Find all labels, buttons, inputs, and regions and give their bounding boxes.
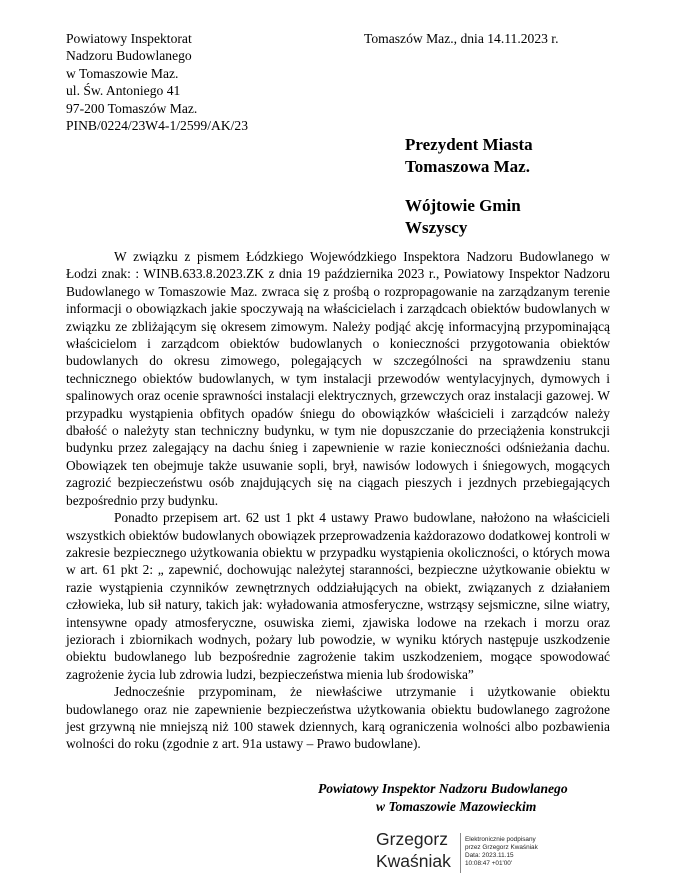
recipient-line: Prezydent Miasta	[405, 135, 533, 154]
signature-info-line: Elektronicznie podpisany	[465, 836, 536, 843]
sender-line: ul. Św. Antoniego 41	[66, 83, 181, 99]
body-paragraph: W związku z pismem Łódzkiego Wojewódzkiego Inspektora Nadzoru Budowlanego w Łodzi znak: : WINB.633.8.2023.ZK z dnia 19 października 2023 r., Powiatowy Inspektor Nadzoru Budowlanego w Tomaszowie Maz. zwraca się z prośbą o rozpropagowanie na zarządzanym terenie informacji o obowiązkach jakie spoczywają na właścicielach i zarządcach obiektów budowlanych w związku ze zbliżającym się okresem zimowym. Należy podjąć akcję informacyjną przypominającą właścicielom i zarządcom obiektów budowlanych o konieczności przygotowania obiektów budowlanych do okresu zimowego, polegających w szczególności na sprawdzeniu stanu technicznego obiektów budowlanych, w tym instalacji przewodów wentylacyjnych, dymowych i spalinowych oraz ocenie sprawności instalacji elektrycznych, grzewczych oraz instalacji gazowej. W przypadku wystąpienia obfitych opadów śniegu do obowiązków właścicieli i zarządców należy dbałość o należyty stan techniczny budynku, w tym nie dopuszczanie do przeciążenia konstrukcji budynku przez zalegający na dachu śnieg i zapewnienie w razie konieczności odśnieżania dachu. Obowiązek ten obejmuje także usuwanie sopli, brył, nawisów lodowych i śniegowych, mogących zagrozić bezpieczeństwu osób znajdujących się na ciągach pieszych i jezdnych przebiegających bezpośrednio przy budynku.	[66, 249, 610, 508]
sender-line: 97-200 Tomaszów Maz.	[66, 100, 198, 116]
sender-line: Powiatowy Inspektorat	[66, 31, 192, 46]
body-paragraph: Ponadto przepisem art. 62 ust 1 pkt 4 ustawy Prawo budowlane, nałożono na właścicieli wszystkich obiektów budowlanych obowiązek przeprowadzenia każdorazowo dodatkowej kontroli w zakresie bezpiecznego użytkowania obiektu w przypadku wystąpienia okoliczności, o których mowa w art. 61 pkt 2: „ zapewnić, dochowując należytej staranności, bezpieczne użytkowanie obiektu w razie wystąpienia czynników zewnętrznych oddziałujących na obiekt, związanych z działaniem człowieka, lub sił natury, takich jak: wyładowania atmosferyczne, wstrząsy sejsmiczne, silne wiatry, intensywne opady atmosferyczne, osuwiska ziemi, zjawiska lodowe na rzekach i morzu oraz jeziorach i zbiornikach wodnych, pożary lub powodzie, w wyniku których następuje uszkodzenie obiektu budowlanego lub bezpośrednie zagrożenie takim uszkodzeniem, mogące spowodować zagrożenie życia lub zdrowia ludzi, bezpieczeństwa mienia lub środowiska”	[66, 510, 610, 682]
recipient-group-wojts	[405, 195, 533, 238]
sender-line: w Tomaszowie Maz.	[66, 65, 179, 81]
closing-line: Powiatowy Inspektor Nadzoru Budowlanego	[318, 781, 568, 796]
recipient-line: Wszyscy	[405, 217, 468, 237]
recipient-line: Tomaszowa Maz.	[405, 156, 530, 176]
recipients-block	[405, 134, 533, 256]
signature-info-line: przez Grzegorz Kwaśniak	[465, 844, 538, 851]
e-signature-details	[465, 836, 538, 868]
reference-number: PINB/0224/23W4-1/2599/AK/23	[66, 118, 249, 134]
letter-body	[66, 248, 610, 753]
body-paragraph: Jednocześnie przypominam, że niewłaściwe utrzymanie i użytkowanie obiektu budowlanego oraz nie zapewnienie bezpieczeństwa użytkowania obiektu budowlanego zagrożone jest grzywną nie mniejszą niż 100 stawek dziennych, karą ograniczenia wolności albo pozbawienia wolności do roku (zgodnie z art. 91a ustawy – Prawo budowlane).	[66, 684, 610, 752]
signature-info-line: 10:08:47 +01'00'	[465, 860, 513, 867]
signer-first-name: Grzegorz	[376, 829, 448, 849]
sender-line: Nadzoru Budowlanego	[66, 48, 192, 64]
e-signature-name	[376, 828, 451, 872]
closing-line: w Tomaszowie Mazowieckim	[376, 799, 537, 814]
signer-last-name: Kwaśniak	[376, 851, 451, 871]
recipient-group-mayor	[405, 134, 533, 177]
signature-divider	[460, 833, 461, 873]
closing-signature-title	[318, 780, 568, 816]
sender-address-block	[66, 30, 248, 134]
signature-info-line: Data: 2023.11.15	[465, 852, 514, 859]
date-line: Tomaszów Maz., dnia 14.11.2023 r.	[364, 31, 559, 46]
recipient-line: Wójtowie Gmin	[405, 196, 521, 215]
